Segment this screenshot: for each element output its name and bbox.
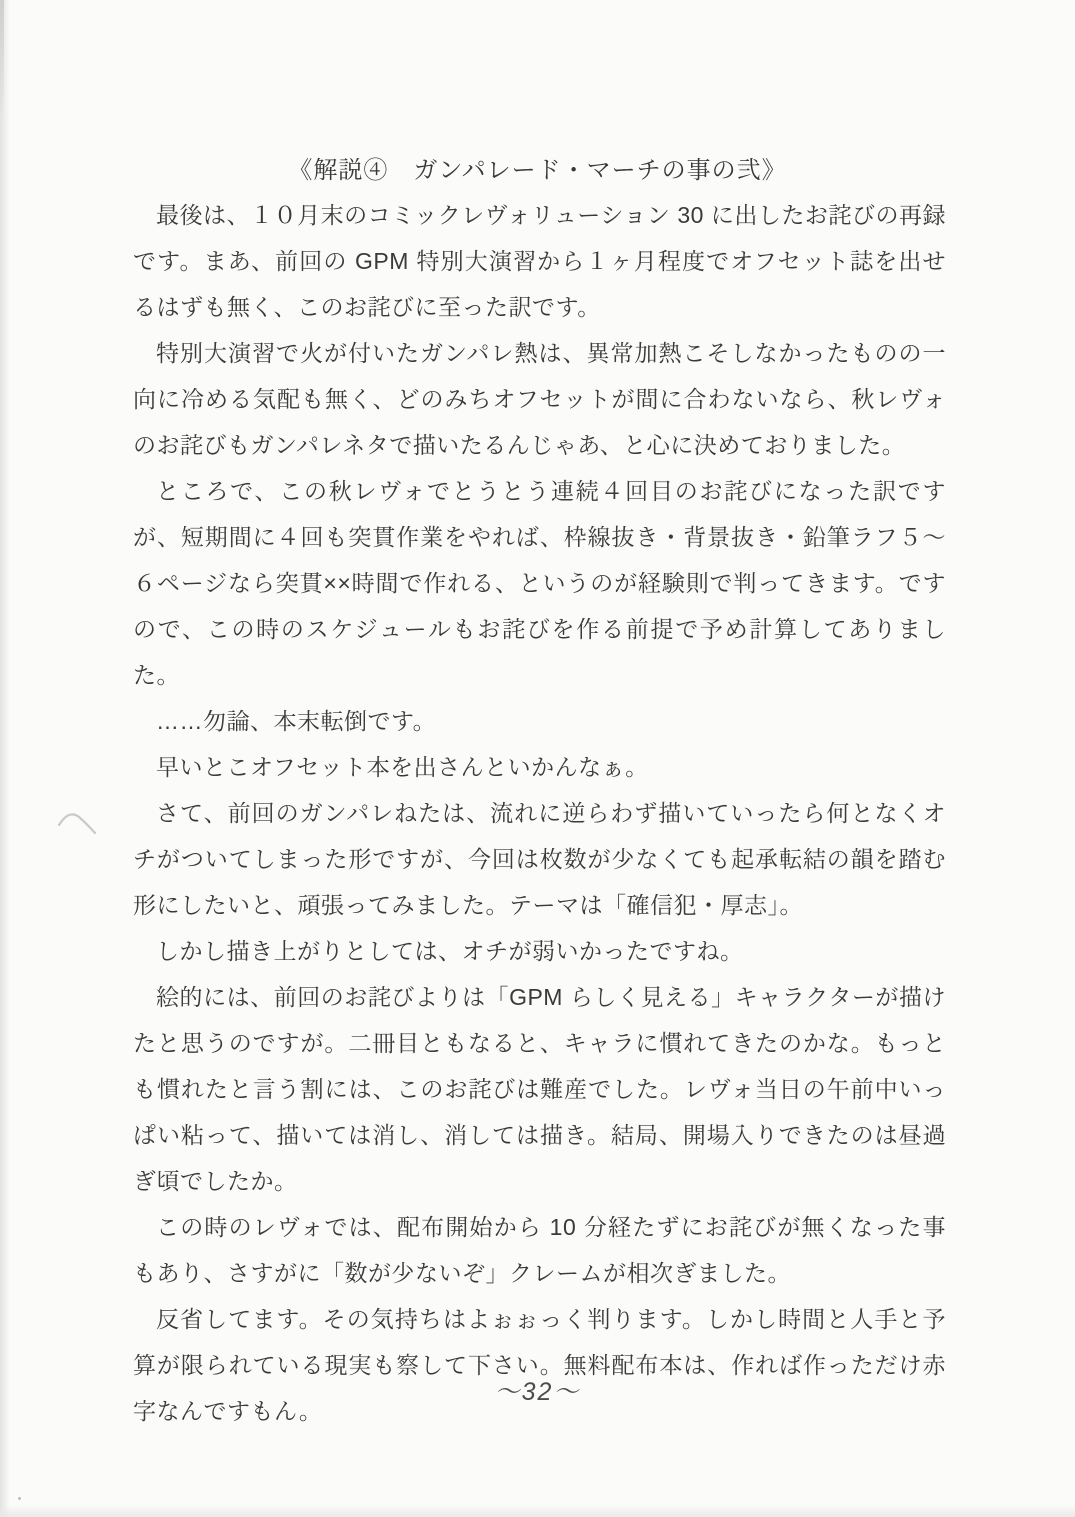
page-number: ～32～ <box>494 1378 581 1406</box>
page-title: 《解説④ ガンパレード・マーチの事の弐》 <box>288 157 787 184</box>
scan-edge-left-shading <box>0 0 10 1517</box>
paragraph: 反省してます。その気持ちはよぉぉっく判ります。しかし時間と人手と予算が限られている現実も察して下さい。無料配布本は、作れば作っただけ赤字なんですもん。 <box>133 1306 946 1424</box>
paragraph: しかし描き上がりとしては、オチが弱いかったですね。 <box>156 938 744 964</box>
pencil-stray-mark <box>55 803 107 845</box>
paragraph: この時のレヴォでは、配布開始から 10 分経たずにお詫びが無くなった事もあり、さすがに「数が少ないぞ」クレームが相次ぎました。 <box>133 1214 946 1286</box>
paragraph: 絵的には、前回のお詫びよりは「GPM らしく見える」キャラクターが描けたと思うのですが。二冊目ともなると、キャラに慣れてきたのかな。もっとも慣れたと言う割には、このお詫びは難産でした。レヴォ当日の午前中いっぱい粘って、描いては消し、消しては描き。結局、開場入りできたのは昼過ぎ頃でしたか。 <box>133 984 946 1194</box>
article-body <box>133 192 946 1434</box>
paragraph: 特別大演習で火が付いたガンパレ熱は、異常加熱こそしなかったものの一向に冷める気配も無く、どのみちオフセットが間に合わないなら、秋レヴォのお詫びもガンパレネタで描いたるんじゃあ、と心に決めておりました。 <box>133 340 946 458</box>
paragraph: 最後は、１０月末のコミックレヴォリューション 30 に出したお詫びの再録です。まあ、前回の GPM 特別大演習から１ヶ月程度でオフセット誌を出せるはずも無く、このお詫びに至った訳です。 <box>133 202 946 320</box>
paragraph: さて、前回のガンパレねたは、流れに逆らわず描いていったら何となくオチがついてしまった形ですが、今回は枚数が少なくても起承転結の韻を踏む形にしたいと、頑張ってみました。テーマは「確信犯・厚志」。 <box>133 800 947 918</box>
scan-dust-speck <box>18 1497 21 1500</box>
scan-edge-corner-shading <box>0 0 4 120</box>
paragraph: ……勿論、本末転倒です。 <box>156 708 437 734</box>
paragraph: ところで、この秋レヴォでとうとう連続４回目のお詫びになった訳ですが、短期間に４回も突貫作業をやれば、枠線抜き・背景抜き・鉛筆ラフ５〜６ページなら突貫××時間で作れる、というのが経験則で判ってきます。ですので、この時のスケジュールもお詫びを作る前提で予め計算してありました。 <box>133 478 947 688</box>
paragraph: 早いとこオフセット本を出さんといかんなぁ。 <box>156 754 649 780</box>
scan-edge-bottom-shading <box>0 1505 1075 1517</box>
